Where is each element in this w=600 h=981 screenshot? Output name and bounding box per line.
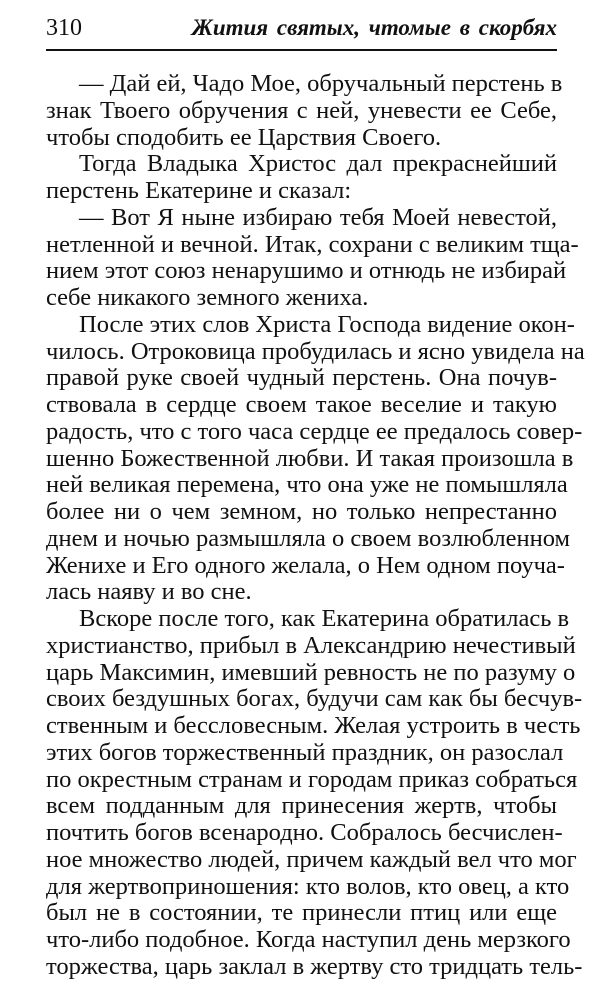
text-line: нетленной и вечной. Итак, сохрани с великим тща- — [46, 230, 579, 258]
text-line: чилось. Отроковица пробудилась и ясно увидела на — [46, 337, 585, 365]
text-line: нием этот союз ненарушимо и отнюдь не избирай — [46, 257, 567, 285]
text-line: После этих слов Христа Господа видение окон- — [79, 310, 575, 338]
paragraph — [46, 70, 563, 151]
text-line: для жертвоприношения: кто волов, кто овец, а кто — [46, 872, 570, 900]
paragraph — [46, 605, 583, 981]
page-number: 310 — [46, 15, 82, 41]
text-line: Женихе и Его одного желала, о Нем одном поуча- — [46, 551, 565, 579]
paragraph — [46, 151, 557, 205]
text-line: всем подданным для принесения жертв, чтобы — [46, 792, 557, 820]
text-line: по окрестным странам и городам приказ собраться — [46, 765, 578, 793]
text-line: этих богов торжественный праздник, он разослал — [46, 738, 564, 766]
text-line: чтобы сподобить ее Царствия Своего. — [46, 123, 442, 151]
text-line: был не в состоянии, те принесли птиц или еще — [46, 899, 557, 927]
text-line: шенно Божественной любви. И такая произошла в — [46, 444, 574, 472]
text-line: ней великая перемена, что она уже не помышляла — [46, 471, 568, 499]
text-line: знак Твоего обручения с ней, уневести ее Себе, — [46, 96, 557, 124]
text-line: — Вот Я ныне избираю тебя Моей невестой, — [79, 203, 557, 231]
text-line: — Дай ей, Чадо Мое, обручальный перстень в — [79, 70, 563, 97]
body-text — [46, 70, 585, 981]
text-line: ствовала в сердце своем такое веселие и такую — [46, 391, 557, 418]
text-line: ное множество людей, причем каждый вел что мог — [46, 845, 577, 873]
text-line: что-либо подобное. Когда наступил день мерзкого — [46, 926, 571, 953]
text-line: почтить богов всенародно. Собралось бесчислен- — [46, 819, 563, 846]
text-line: царь Максимин, имевший ревность не по разуму о — [46, 658, 576, 686]
text-line: радость, что с того часа сердце ее предалось совер- — [46, 417, 583, 445]
text-line: христианство, прибыл в Александрию нечестивый — [46, 631, 576, 659]
header-rule — [46, 49, 557, 51]
text-line: торжества, царь заклал в жертву сто тридцать тель- — [46, 952, 583, 980]
running-title: Жития святых, чтомые в скорбях — [191, 15, 557, 40]
paragraph — [46, 310, 585, 606]
text-line: лась наяву и во сне. — [46, 578, 252, 606]
text-line: правой руке своей чудный перстень. Она почув- — [46, 364, 557, 392]
text-line: своих бездушных богах, будучи сам как бы бесчув- — [46, 685, 583, 713]
text-line: Вскоре после того, как Екатерина обратилась в — [79, 605, 570, 632]
paragraph — [46, 203, 579, 312]
text-line: себе никакого земного жениха. — [46, 284, 369, 311]
text-line: более ни о чем земном, но только непрестанно — [46, 498, 557, 525]
text-line: днем и ночью размышляла о своем возлюбленном — [46, 524, 570, 552]
text-line: ственным и бессловесным. Желая устроить в честь — [46, 712, 581, 739]
text-line: перстень Екатерине и сказал: — [46, 177, 352, 204]
page-header — [46, 13, 557, 43]
text-line: Тогда Владыка Христос дал прекраснейший — [79, 150, 557, 178]
